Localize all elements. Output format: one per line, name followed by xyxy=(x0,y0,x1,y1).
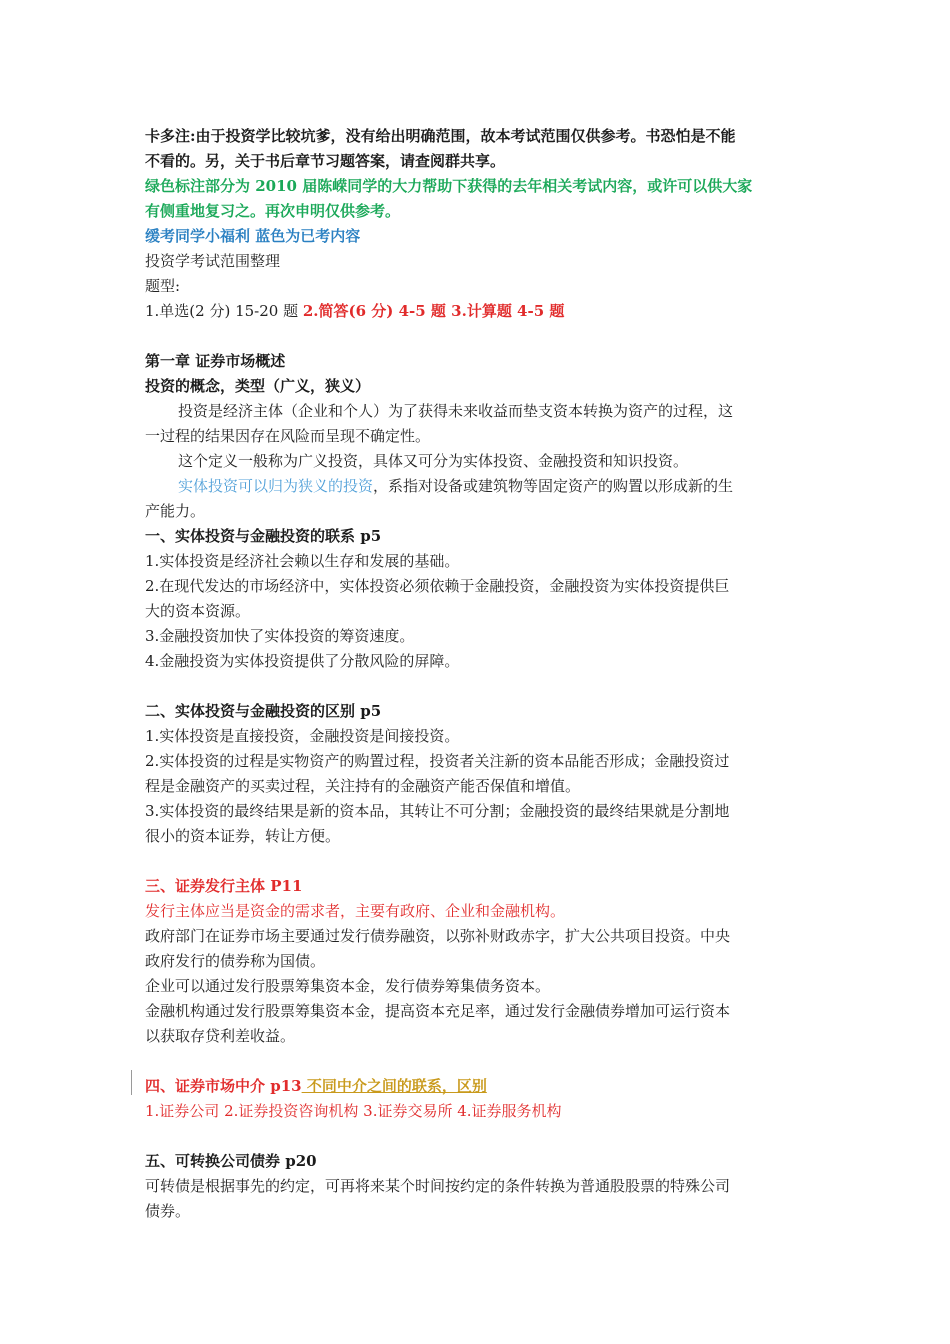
revision-change-bar xyxy=(131,1070,132,1095)
section-2-item-2-line-2: 程是金融资产的买卖过程，关注持有的金融资产能否保值和增值。 xyxy=(145,777,581,795)
green-note-line-2: 有侧重地复习之。再次申明仅供参考。 xyxy=(145,202,401,220)
section-3-gov-line-1: 政府部门在证券市场主要通过发行债券融资，以弥补财政赤字，扩大公共项目投资。中央 xyxy=(145,927,731,945)
section-2-item-3-line-2: 很小的资本证券，转让方便。 xyxy=(145,827,341,845)
spacer xyxy=(145,1049,807,1074)
question-types-part1: 1.单选(2 分) 15-20 题 xyxy=(145,302,303,320)
paragraph-3-line-2: 产能力。 xyxy=(145,502,206,520)
section-5-heading: 五、可转换公司债券 p20 xyxy=(145,1152,317,1170)
section-2-item-3-line-1: 3.实体投资的最终结果是新的资本品，其转让不可分割；金融投资的最终结果就是分割地 xyxy=(145,802,730,820)
paragraph-1-line-1: 投资是经济主体（企业和个人）为了获得未来收益而垫支资本转换为资产的过程，这 xyxy=(178,402,734,420)
spacer xyxy=(145,324,807,349)
section-3-red-line: 发行主体应当是资金的需求者，主要有政府、企业和金融机构。 xyxy=(145,902,566,920)
concept-heading: 投资的概念，类型（广义，狭义） xyxy=(145,377,371,395)
section-2-heading: 二、实体投资与金融投资的区别 p5 xyxy=(145,702,382,720)
question-types-label: 题型: xyxy=(145,277,181,295)
section-3-heading: 三、证券发行主体 P11 xyxy=(145,877,303,895)
section-3-fin-line-2: 以获取存贷利差收益。 xyxy=(145,1027,296,1045)
section-1-heading: 一、实体投资与金融投资的联系 p5 xyxy=(145,527,382,545)
section-1-item-3: 3.金融投资加快了实体投资的筹资速度。 xyxy=(145,627,415,645)
section-5-line-1: 可转债是根据事先的约定，可再将来某个时间按约定的条件转换为普通股股票的特殊公司 xyxy=(145,1177,731,1195)
note-line-1: 卡多注:由于投资学比较坑爹，没有给出明确范围，故本考试范围仅供参考。书恐怕是不能 xyxy=(145,127,736,145)
section-4-heading: 四、证券市场中介 p13 xyxy=(145,1077,302,1095)
section-1-item-1: 1.实体投资是经济社会赖以生存和发展的基础。 xyxy=(145,552,460,570)
section-3-fin-line-1: 金融机构通过发行股票筹集资本金，提高资本充足率，通过发行金融债券增加可运行资本 xyxy=(145,1002,731,1020)
section-1-item-2-line-2: 大的资本资源。 xyxy=(145,602,251,620)
green-note-line-1: 绿色标注部分为 2010 届陈嵘同学的大力帮助下获得的去年相关考试内容，或许可以供大家 xyxy=(145,177,753,195)
section-2-item-2-line-1: 2.实体投资的过程是实物资产的购置过程，投资者关注新的资本品能否形成；金融投资过 xyxy=(145,752,730,770)
paragraph-3-line-1 xyxy=(145,474,807,499)
question-types-part2: 2.简答(6 分) 4-5 题 3.计算题 4-5 题 xyxy=(302,302,565,320)
document-body xyxy=(145,124,807,1224)
section-4-heading-line xyxy=(145,1074,807,1099)
paragraph-1-line-2: 一过程的结果因存在风险而呈现不确定性。 xyxy=(145,427,431,445)
section-3-corp-line: 企业可以通过发行股票筹集资本金，发行债券筹集债务资本。 xyxy=(145,977,551,995)
paragraph-2: 这个定义一般称为广义投资，具体又可分为实体投资、金融投资和知识投资。 xyxy=(178,452,689,470)
chapter-1-title: 第一章 证券市场概述 xyxy=(145,352,286,370)
section-5-line-2: 债券。 xyxy=(145,1202,191,1220)
blue-note-line: 缓考同学小福利 蓝色为已考内容 xyxy=(145,227,361,245)
note-line-2: 不看的。另，关于书后章节习题答案，请查阅群共享。 xyxy=(145,152,506,170)
question-types-line xyxy=(145,299,807,324)
spacer xyxy=(145,849,807,874)
section-1-item-2-line-1: 2.在现代发达的市场经济中，实体投资必须依赖于金融投资，金融投资为实体投资提供巨 xyxy=(145,577,730,595)
spacer xyxy=(145,674,807,699)
spacer xyxy=(145,1124,807,1149)
paragraph-3-rest: ，系指对设备或建筑物等固定资产的购置以形成新的生 xyxy=(373,477,734,495)
narrow-investment-highlight: 实体投资可以归为狭义的投资 xyxy=(178,477,374,495)
section-4-gold-note: 不同中介之间的联系，区别 xyxy=(301,1077,487,1095)
document-title: 投资学考试范围整理 xyxy=(145,252,281,270)
section-2-item-1: 1.实体投资是直接投资，金融投资是间接投资。 xyxy=(145,727,460,745)
section-3-gov-line-2: 政府发行的债券称为国债。 xyxy=(145,952,326,970)
section-1-item-4: 4.金融投资为实体投资提供了分散风险的屏障。 xyxy=(145,652,460,670)
section-4-items: 1.证券公司 2.证券投资咨询机构 3.证券交易所 4.证券服务机构 xyxy=(145,1102,562,1120)
